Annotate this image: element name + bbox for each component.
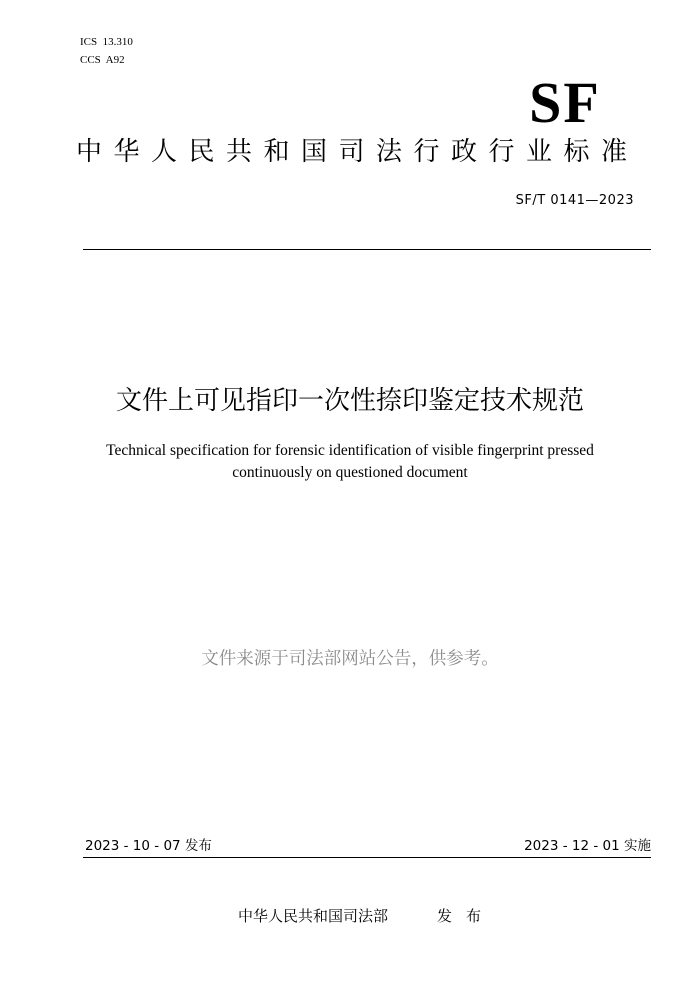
issue-date: 2023 - 10 - 07 发布 [85,838,212,854]
bottom-divider [83,857,651,858]
english-title-line-2: continuously on questioned document [232,464,468,481]
standard-number: SF/T 0141—2023 [515,193,634,208]
top-divider [83,249,651,250]
publisher-name: 中华人民共和国司法部 [238,907,389,925]
english-title-line-1: Technical specification for forensic identification of visible fingerprint pressed [106,442,594,459]
publish-label: 发布 [437,907,496,925]
sf-logo: SF [529,70,601,135]
document-title-english [60,440,640,484]
ccs-code: CCS A92 [80,54,125,66]
source-note: 文件来源于司法部网站公告，供参考。 [201,649,499,669]
standard-type-title: 中华人民共和国司法行政行业标准 [76,137,639,167]
ics-code: ICS 13.310 [80,36,133,48]
document-title-chinese: 文件上可见指印一次性捺印鉴定技术规范 [115,386,584,416]
effective-date: 2023 - 12 - 01 实施 [524,838,651,854]
